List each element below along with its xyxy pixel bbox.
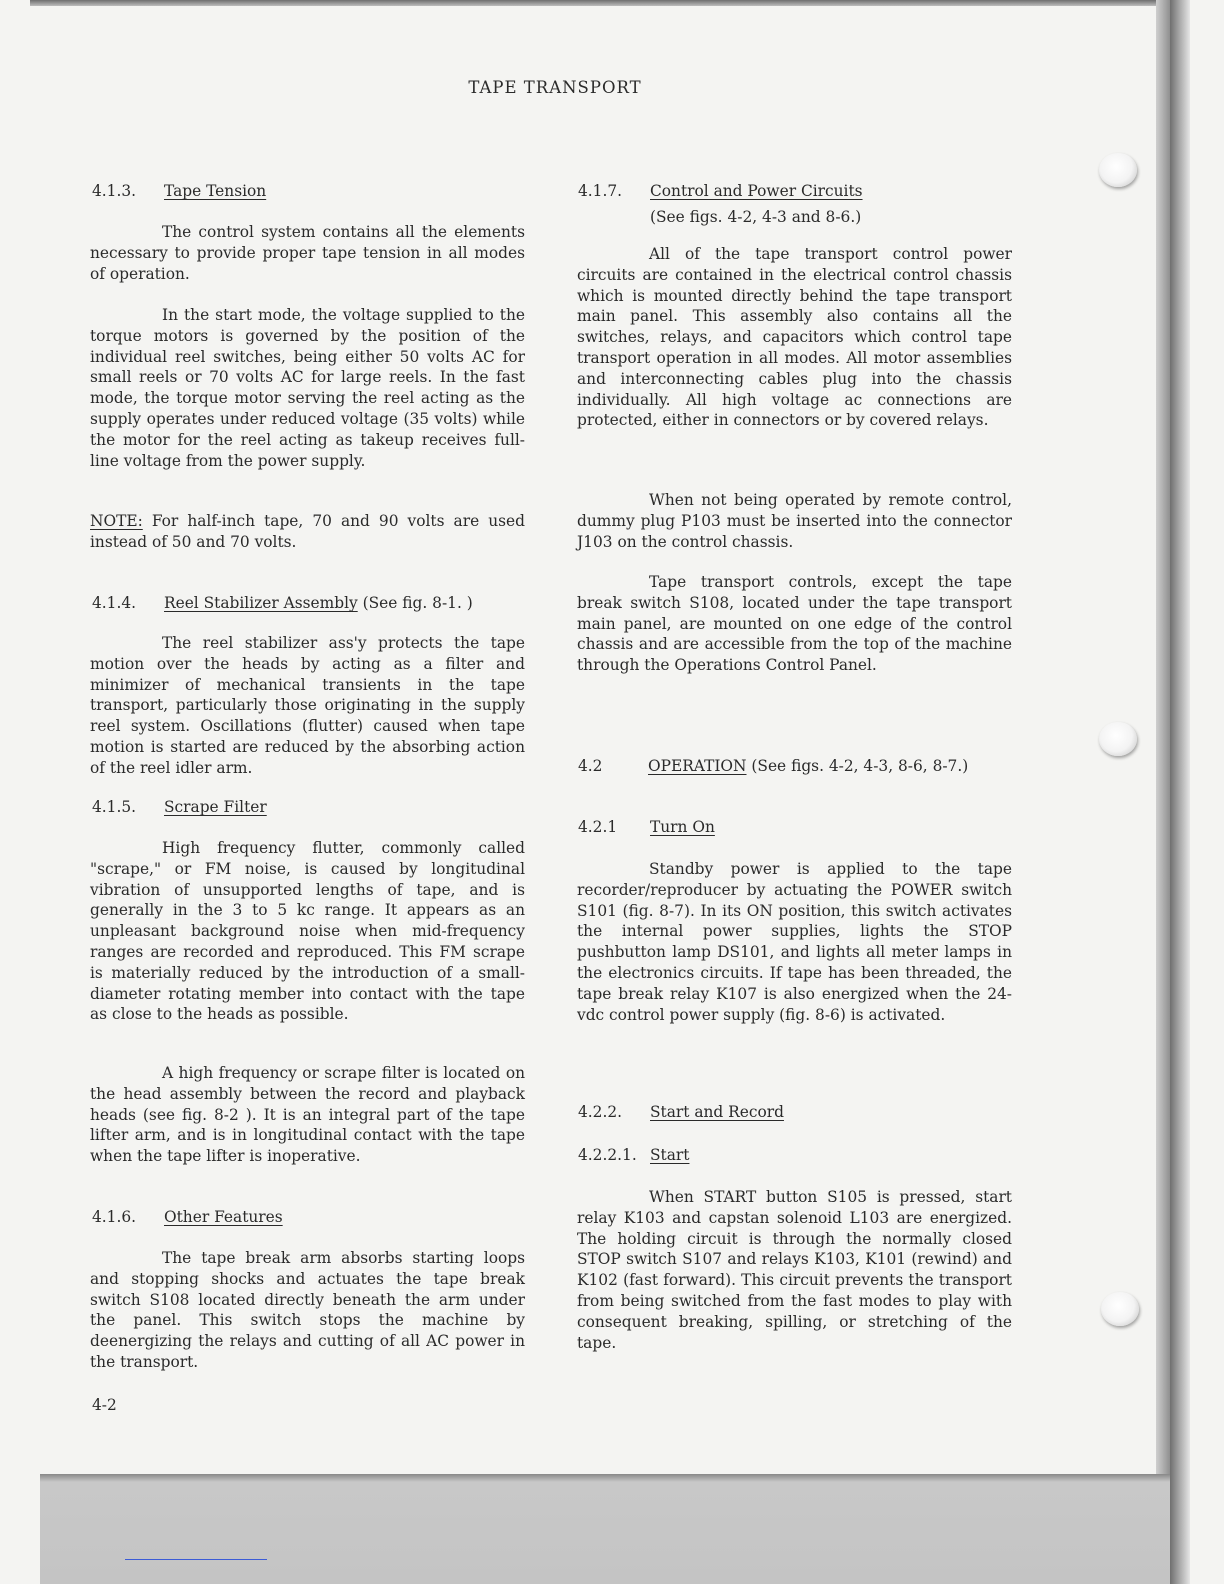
section-number: 4.2.1 [578,818,618,836]
heading-4-1-3 [92,182,266,200]
section-number: 4.2.2.1. [578,1146,637,1164]
section-title: Control and Power Circuits [650,182,863,200]
scan-artifact-line [125,1559,267,1560]
paragraph-block [577,859,1012,1025]
paragraph: Standby power is applied to the tape recorder/reproducer by actuating the POWER switch S101 (fig. 8-7). In its ON position, this switch activates the internal power supplies, lights the STOP pushbutton lamp DS101, and lights all meter lamps in the electronics circuits. If tape has been threaded, the tape break relay K107 is also energized when the 24-vdc control power supply (fig. 8-6) is activated. [577,860,1012,1024]
section-number: 4.1.7. [578,182,623,200]
figure-reference: (See figs. 4-2, 4-3, 8-6, 8-7.) [751,757,969,775]
heading-4-2-2-1 [578,1146,689,1164]
paragraph-block [90,305,525,471]
paragraph-block [90,1248,525,1373]
paragraph-block [90,838,525,1025]
paragraph: The reel stabilizer ass'y protects the tape motion over the heads by acting as a filter and minimizer of mechanical transients in the tape transport, particularly those originating in the supply reel system. Oscillations (flutter) caused when tape motion is started are reduced by the absorbing action of the reel idler arm. [90,634,525,777]
heading-4-2-2 [578,1103,784,1121]
paragraph: When not being operated by remote control, dummy plug P103 must be inserted into the connector J103 on the control chassis. [577,491,1012,551]
paragraph: When START button S105 is pressed, start relay K103 and capstan solenoid L103 are energized. The holding circuit is through the normally closed STOP switch S107 and relays K103, K101 (rewind) and K102 (fast forward). This circuit prevents the transport from being switched from the fast modes to play with consequent breaking, spilling, or stretching of the tape. [577,1188,1012,1352]
punch-hole-bottom [1101,1292,1139,1326]
paragraph: In the start mode, the voltage supplied to the torque motors is governed by the position of the individual reel switches, being either 50 volts AC for small reels or 70 volts AC for large reels. In the fast mode, the torque motor serving the reel acting as the supply operates under reduced voltage (35 volts) while the motor for the reel acting as takeup receives full-line voltage from the power supply. [90,306,525,470]
section-number: 4.1.5. [92,798,137,816]
section-title: OPERATION [648,757,747,775]
section-number: 4.2 [578,757,603,775]
section-title: Tape Tension [164,182,267,200]
paragraph-block [577,490,1012,552]
punch-hole-middle [1099,722,1137,756]
note-block [90,511,525,553]
heading-4-1-5 [92,798,267,816]
section-title: Start [650,1146,690,1164]
section-number: 4.2.2. [578,1103,623,1121]
page-binder-edge [1170,0,1190,1584]
paragraph: The tape break arm absorbs starting loops and stopping shocks and actuates the tape break switch S108 located directly beneath the arm under the panel. This switch stops the machine by deenergizing the relays and cutting of all AC power in the transport. [90,1249,525,1371]
page-number: 4-2 [92,1396,117,1414]
heading-4-2 [578,756,1010,777]
heading-4-1-7 [578,182,863,200]
paragraph-block [577,572,1012,676]
paragraph-block [577,244,1012,431]
section-title: Scrape Filter [164,798,267,816]
section-title: Other Features [164,1208,283,1226]
scan-bottom-shadow [40,1474,1170,1584]
heading-4-1-6 [92,1208,283,1226]
paragraph: Tape transport controls, except the tape break switch S108, located under the tape transport main panel, are mounted on one edge of the control chassis and are accessible from the top of the machine through the Operations Control Panel. [577,573,1012,675]
paragraph: All of the tape transport control power circuits are contained in the electrical control chassis which is mounted directly behind the tape transport main panel. This assembly also contains all the switches, relays, and capacitors which control tape transport operation in all modes. All motor assemblies and interconnecting cables plug into the chassis individually. All high voltage ac connections are protected, either in connectors or by covered relays. [577,245,1012,430]
paragraph-block [90,633,525,779]
heading-4-2-1 [578,818,715,836]
section-title: Reel Stabilizer Assembly [164,594,358,612]
paragraph: High frequency flutter, commonly called "scrape," or FM noise, is caused by longitudinal vibration of unsupported lengths of tape, and is generally in the 3 to 5 kc range. It appears as an unpleasant background noise when mid-frequency ranges are recorded and reproduced. This FM scrape is materially reduced by the introduction of a small-diameter rotating member into contact with the tape as close to the heads as possible. [90,839,525,1024]
note-text: For half-inch tape, 70 and 90 volts are used instead of 50 and 70 volts. [90,512,525,551]
note-label: NOTE: [90,512,143,530]
section-title: Start and Record [650,1103,784,1121]
paragraph-block [90,1063,525,1167]
paragraph: A high frequency or scrape filter is located on the head assembly between the record and playback heads (see fig. 8-2 ). It is an integral part of the tape lifter arm, and is in longitudinal contact with the tape when the tape lifter is inoperative. [90,1064,525,1166]
scan-top-edge [30,0,1170,6]
section-number: 4.1.6. [92,1208,137,1226]
page-right-edge [1156,0,1170,1584]
figure-reference: (See fig. 8-1. ) [362,594,473,612]
section-title: Turn On [650,818,715,836]
paragraph-block [577,1187,1012,1353]
figure-reference: (See figs. 4-2, 4-3 and 8-6.) [650,208,862,226]
paragraph-block [90,222,525,284]
section-number: 4.1.3. [92,182,137,200]
page-header: TAPE TRANSPORT [468,78,642,97]
heading-4-1-4 [92,594,473,612]
section-number: 4.1.4. [92,594,137,612]
paragraph: The control system contains all the elements necessary to provide proper tape tension in all modes of operation. [90,223,525,283]
punch-hole-top [1099,153,1137,187]
